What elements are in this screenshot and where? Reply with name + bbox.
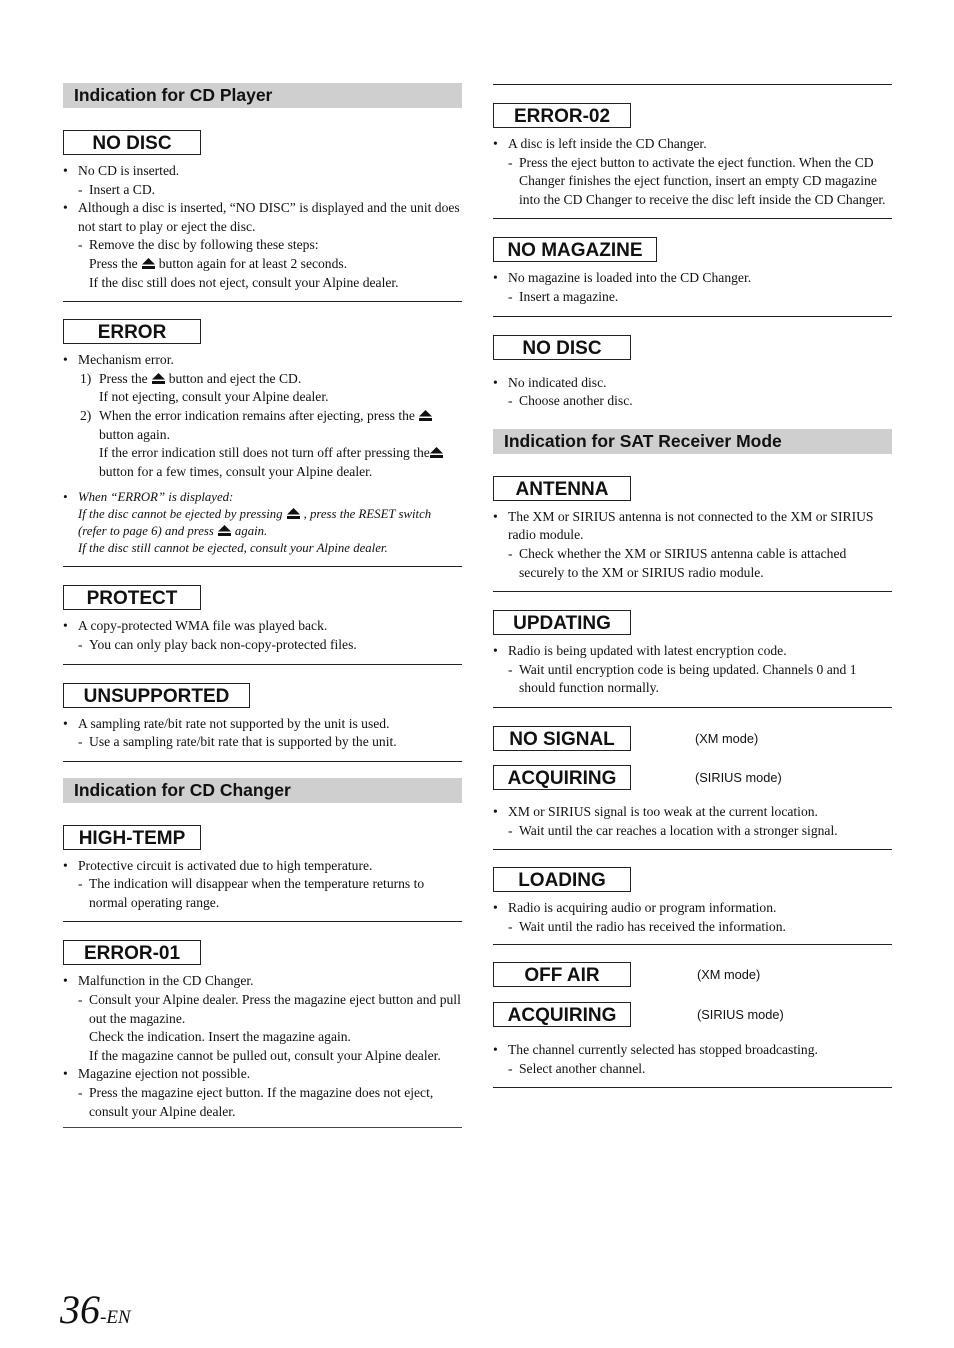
text-line: • The channel currently selected has stopped broadcasting. [493,1041,892,1060]
eject-icon [430,447,443,458]
text-line: - Use a sampling rate/bit rate that is supported by the unit. [63,733,462,752]
mode-label: (XM mode) [695,730,759,746]
indicator-updating: UPDATING [493,610,631,635]
indicator-loading: LOADING [493,867,631,892]
text-line: - Choose another disc. [493,392,892,411]
text-line: • No CD is inserted. [63,162,462,181]
text-line: • No magazine is loaded into the CD Changer. [493,269,892,288]
indicator-acquiring: ACQUIRING [493,765,631,790]
mode-label: (SIRIUS mode) [695,769,782,785]
text-line: • The XM or SIRIUS antenna is not connected to the XM or SIRIUS radio module. [493,508,892,545]
text-line: • Magazine ejection not possible. [63,1065,462,1084]
text-line: • A sampling rate/bit rate not supported by the unit is used. [63,715,462,734]
text-line: • Radio is being updated with latest encryption code. [493,642,892,661]
indicator-no-signal: NO SIGNAL [493,726,631,751]
indicator-acquiring: ACQUIRING [493,1002,631,1027]
text-line: • Although a disc is inserted, “NO DISC” is displayed and the unit does not start to play or eject the disc. [63,199,462,236]
left-column [63,83,462,1128]
text-line: If not ejecting, consult your Alpine dealer. [99,389,329,405]
text-line: - Press the magazine eject button. If the magazine does not eject, consult your Alpine dealer. [63,1084,462,1121]
text-line: - You can only play back non-copy-protected files. [63,636,462,655]
eject-icon [152,373,165,384]
text-line: - The indication will disappear when the temperature returns to normal operating range. [63,875,462,912]
indicator-no-disc: NO DISC [63,130,201,155]
text-line: - Insert a CD. [63,181,462,200]
text-line: - Wait until encryption code is being updated. Channels 0 and 1 should function normally. [493,661,892,698]
indicator-pair [493,726,892,751]
text-line: • Protective circuit is activated due to high temperature. [63,857,462,876]
divider [493,1087,892,1088]
text-line: • A copy-protected WMA file was played back. [63,617,462,636]
text-line: • When “ERROR” is displayed: [63,489,462,506]
eject-icon [218,525,231,536]
mode-label: (XM mode) [697,967,761,983]
eject-icon [287,508,300,519]
text-line: - Wait until the car reaches a location with a stronger signal. [493,822,892,841]
indicator-error: ERROR [63,319,201,344]
text-line: • A disc is left inside the CD Changer. [493,135,892,154]
indicator-pair [493,962,892,987]
text-line: If the disc still does not eject, consult your Alpine dealer. [89,274,399,290]
text-line: • Radio is acquiring audio or program information. [493,899,892,918]
indicator-error-02: ERROR-02 [493,103,631,128]
text-line: 1) Press the button and eject the CD. [80,370,302,386]
indicator-antenna: ANTENNA [493,476,631,501]
indicator-pair [493,765,892,790]
indicator-high-temp: HIGH-TEMP [63,825,201,850]
text-line: • No indicated disc. [493,374,892,393]
text-line: If the error indication still does not turn off after pressing thebutton for a few times, consult your Alpine dealer. [63,444,462,481]
text-line: - Wait until the radio has received the information. [493,918,892,937]
eject-icon [419,410,432,421]
page-number: 36-EN [60,1287,131,1332]
section-heading-cd-changer: Indication for CD Changer [63,778,462,803]
indicator-off-air: OFF AIR [493,962,631,987]
text-line: Check the indication. Insert the magazine again. [89,1029,351,1045]
text-line: If the magazine cannot be pulled out, consult your Alpine dealer. [89,1047,441,1063]
indicator-pair [493,1002,892,1027]
eject-icon [142,258,155,269]
text-line: If the disc still cannot be ejected, consult your Alpine dealer. [78,541,388,556]
indicator-error-01: ERROR-01 [63,940,201,965]
divider [63,1127,462,1128]
mode-label: (SIRIUS mode) [697,1007,784,1023]
text-line: • Malfunction in the CD Changer. [63,972,462,991]
text-line: 2) When the error indication remains after ejecting, press thebutton again. [63,407,462,444]
text-line: - Select another channel. [493,1060,892,1079]
text-line: - Press the eject button to activate the eject function. When the CD Changer finishes the eject function, insert an empty CD magazine into the CD Changer to receive the disc left inside the CD Changer. [493,154,892,210]
indicator-no-disc-changer: NO DISC [493,335,631,360]
indicator-no-magazine: NO MAGAZINE [493,237,657,262]
text-line: • Mechanism error. [63,351,462,370]
section-heading-cd-player: Indication for CD Player [63,83,462,108]
text-line: - Insert a magazine. [493,288,892,307]
text-line: - Remove the disc by following these steps: [63,236,462,255]
indicator-protect: PROTECT [63,585,201,610]
section-heading-sat: Indication for SAT Receiver Mode [493,429,892,454]
text-line: Press the button again for at least 2 seconds. [89,255,348,271]
text-line: - Consult your Alpine dealer. Press the magazine eject button and pull out the magazine. [63,991,462,1028]
right-column [493,84,892,1088]
text-line: - Check whether the XM or SIRIUS antenna cable is attached securely to the XM or SIRIUS radio module. [493,545,892,582]
indicator-unsupported: UNSUPPORTED [63,683,250,708]
note-block [63,489,462,557]
text-line: If the disc cannot be ejected by pressing , press the RESET switch (refer to page 6) and press again. [78,507,432,539]
text-line: • XM or SIRIUS signal is too weak at the current location. [493,803,892,822]
